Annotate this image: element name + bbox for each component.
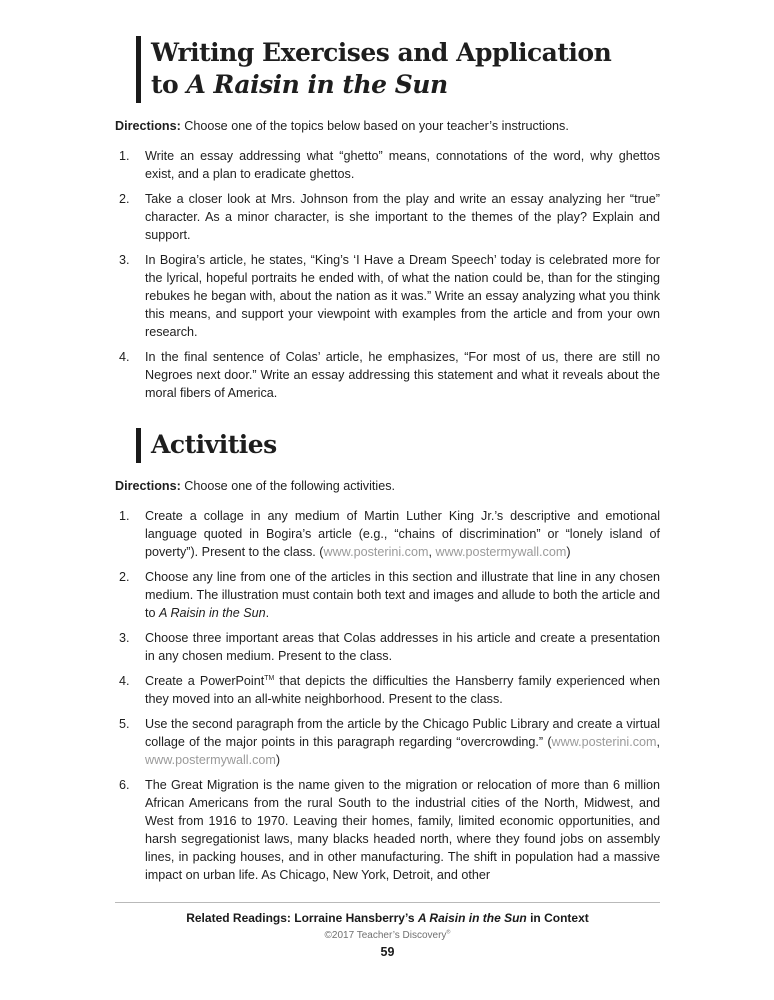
text-segment: In Bogira’s article, he states, “King’s ‘I Have a Dream Speech’ today is celebrated more for the lyrical, hopeful portraits he ended with, of what the nation could be, than for the stinging rebukes he began with, about the nation as it was.” Write an essay analyzing what you think this means, and support your viewpoint with examples from the article and from your own research. (145, 253, 660, 339)
heading-accent-bar (136, 36, 141, 103)
text-segment: , (428, 545, 436, 559)
url-link[interactable]: www.posterini.com (551, 735, 657, 749)
superscript: ® (446, 929, 451, 936)
text-segment: Create a PowerPoint (145, 674, 265, 688)
heading-accent-bar (136, 428, 141, 463)
text-segment: A Raisin in the Sun (159, 606, 266, 620)
list-item (115, 190, 660, 244)
writing-exercises-list (115, 147, 660, 402)
list-item (115, 672, 660, 708)
footer-copyright (115, 929, 660, 942)
footer-book-title (115, 911, 660, 926)
text-segment: ) (566, 545, 571, 559)
list-item (115, 715, 660, 769)
list-item (115, 776, 660, 884)
text-segment: that depicts the difficulties the Hansberry family experienced when they moved into an all-white neighborhood. Present to the class. (145, 674, 660, 706)
directions-text: Choose one of the topics below based on your teacher’s instructions. (184, 119, 569, 133)
text-segment: Create a collage in any medium of Martin Luther King Jr.’s descriptive and emotional language quoted in Bogira’s article (e.g., “chains of discrimination” or “lonely island of poverty”). Present to the class. ( (145, 509, 660, 559)
title-line-2 (151, 69, 611, 101)
main-heading-block (136, 36, 660, 103)
list-item (115, 147, 660, 183)
text-segment: Use the second paragraph from the article by the Chicago Public Library and create a virtual collage of the major points in this paragraph regarding “overcrowding.” ( (145, 717, 660, 749)
page-footer (115, 902, 660, 959)
text-segment: ) (275, 753, 281, 767)
text-segment: in Context (526, 911, 589, 925)
page-title (151, 36, 611, 103)
text-segment: A Raisin in the Sun (186, 70, 448, 99)
page-number: 59 (380, 945, 395, 959)
text-segment: , (656, 735, 660, 749)
url-link[interactable]: www.posterini.com (323, 545, 429, 559)
directions-label: Directions: (115, 119, 181, 133)
text-segment: A Raisin in the Sun (417, 911, 527, 925)
text-segment: to (151, 70, 187, 99)
list-item (115, 507, 660, 561)
list-item (115, 568, 660, 622)
url-link[interactable]: www.postermywall.com (145, 753, 276, 767)
title-line-1: Writing Exercises and Application (151, 38, 612, 67)
superscript: TM (264, 674, 275, 682)
directions-text: Choose one of the following activities. (184, 479, 395, 493)
writing-directions (115, 117, 660, 135)
text-segment: The Great Migration is the name given to the migration or relocation of more than 6 million African Americans from the rural South to the industrial cities of the North, Midwest, and West from 1916 to 1970. Leaving their homes, family, limited economic opportunities, and harsh segregationist laws, many blacks headed north, where they found jobs on assembly lines, in packing houses, and in other manufacturing. The shift in population had a massive impact on urban life. As Chicago, New York, Detroit, and other (145, 778, 660, 882)
activities-title: Activities (151, 430, 277, 459)
text-segment: . (265, 606, 270, 620)
activities-list (115, 507, 660, 884)
activities-directions (115, 477, 660, 495)
text-segment: In the final sentence of Colas’ article, he emphasizes, “For most of us, there are still no Negroes next door.” Write an essay addressing this statement and what it reveals about the moral fibers of America. (145, 350, 660, 400)
footer-divider (115, 902, 660, 903)
text-segment: ©2017 Teacher’s Discovery (324, 930, 447, 941)
list-item (115, 348, 660, 402)
activities-heading-block (136, 428, 660, 463)
directions-label: Directions: (115, 479, 181, 493)
list-item (115, 629, 660, 665)
text-segment: Write an essay addressing what “ghetto” means, connotations of the word, why ghettos exist, and a plan to eradicate ghettos. (145, 149, 660, 181)
list-item (115, 251, 660, 341)
text-segment: Take a closer look at Mrs. Johnson from the play and write an essay analyzing her “true” character. As a minor character, is she important to the themes of the play? Explain and support. (145, 192, 660, 242)
text-segment: Choose three important areas that Colas addresses in his article and create a presentation in any chosen medium. Present to the class. (145, 631, 660, 663)
text-segment: Related Readings: Lorraine Hansberry’s (186, 911, 418, 925)
text-segment: Choose any line from one of the articles in this section and illustrate that line in any chosen medium. The illustration must contain both text and images and allude to both the article and to (145, 570, 661, 620)
url-link[interactable]: www.postermywall.com (435, 545, 567, 559)
